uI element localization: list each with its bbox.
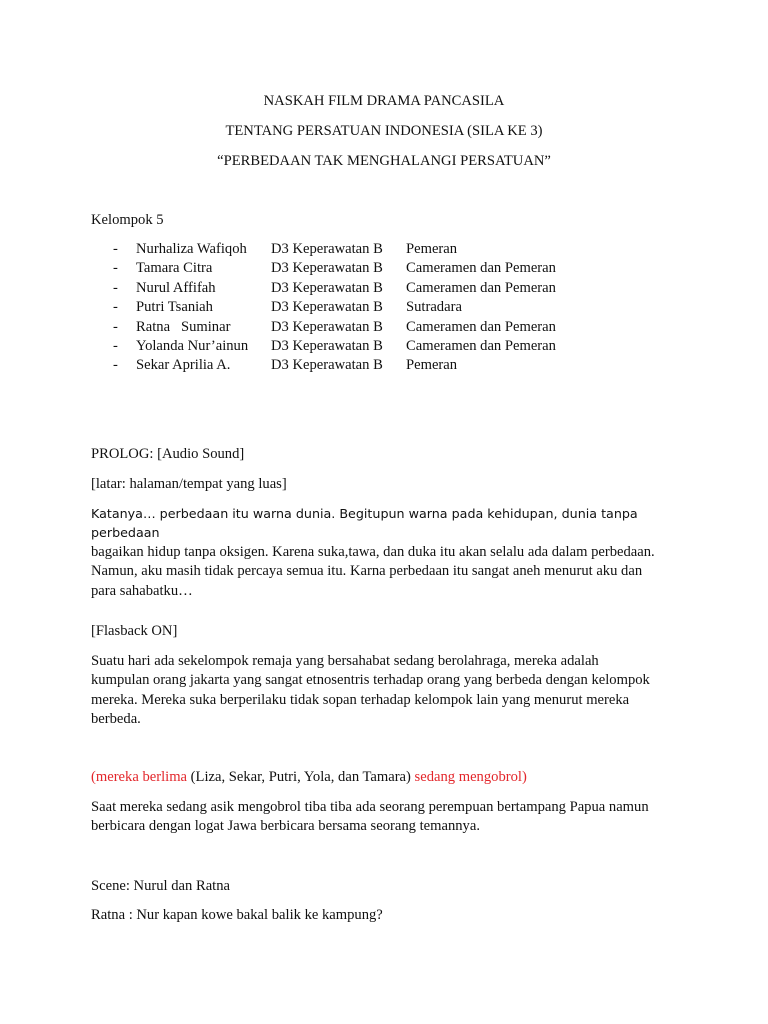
list-bullet: - — [113, 241, 118, 257]
group-label: Kelompok 5 — [91, 212, 164, 228]
member-name: Sekar Aprilia A. — [136, 357, 231, 374]
member-list — [0, 240, 768, 376]
stage-direction-red-start: (mereka berlima — [91, 769, 188, 785]
scene-desc-line: berbicara dengan logat Jawa berbicara bersama seorang temannya. — [91, 818, 480, 835]
member-role: Cameramen dan Pemeran — [406, 318, 556, 335]
member-name: Tamara Citra — [136, 260, 213, 277]
list-bullet: - — [113, 337, 118, 354]
prolog-line: bagaikan hidup tanpa oksigen. Karena suka,tawa, dan duka itu akan selalu ada dalam perbedaan. — [91, 543, 655, 560]
member-class: D3 Keperawatan B — [271, 299, 383, 316]
list-bullet: - — [113, 318, 118, 335]
narration-line: mereka. Mereka suka berperilaku tidak sopan terhadap kelompok lain yang menurut mereka — [91, 691, 630, 708]
narration-line: berbeda. — [91, 711, 141, 728]
narration-line: Suatu hari ada sekelompok remaja yang bersahabat sedang berolahraga, mereka adalah — [91, 653, 599, 669]
scene-desc-line: Saat mereka sedang asik mengobrol tiba tiba ada seorang perempuan bertampang Papua namun — [91, 799, 649, 815]
member-name: Ratna Suminar — [136, 318, 231, 335]
list-bullet: - — [113, 260, 118, 277]
list-bullet: - — [113, 279, 118, 296]
member-role: Pemeran — [406, 357, 458, 374]
narration-paragraph — [91, 652, 691, 730]
member-row — [0, 240, 768, 259]
setting-note: [latar: halaman/tempat yang luas] — [91, 476, 287, 492]
member-role: Pemeran — [406, 241, 458, 257]
list-bullet: - — [113, 357, 118, 374]
prolog-heading: PROLOG: [Audio Sound] — [91, 446, 245, 462]
stage-direction-names: (Liza, Sekar, Putri, Yola, dan Tamara) — [187, 769, 415, 785]
member-class: D3 Keperawatan B — [271, 260, 383, 277]
title-line-3: “PERBEDAAN TAK MENGHALANGI PERSATUAN” — [217, 153, 551, 169]
member-class: D3 Keperawatan B — [271, 357, 383, 374]
member-row — [0, 337, 768, 356]
member-row — [0, 318, 768, 337]
member-name: Nurul Affifah — [136, 279, 216, 296]
dialogue-line: Ratna : Nur kapan kowe bakal balik ke kampung? — [91, 907, 383, 923]
member-name: Yolanda Nur’ainun — [136, 337, 249, 354]
stage-direction — [91, 768, 691, 787]
member-class: D3 Keperawatan B — [271, 279, 383, 296]
list-bullet: - — [113, 299, 118, 316]
member-class: D3 Keperawatan B — [271, 337, 383, 354]
member-row — [0, 298, 768, 317]
member-row — [0, 279, 768, 298]
narration-line: kumpulan orang jakarta yang sangat etnosentris terhadap orang yang berbeda dengan kelompok — [91, 672, 650, 689]
member-row — [0, 259, 768, 278]
scene-heading: Scene: Nurul dan Ratna — [91, 878, 231, 894]
prolog-line: Namun, aku masih tidak percaya semua itu. Karna perbedaan itu sangat aneh menurut aku dan — [91, 563, 643, 580]
member-role: Cameramen dan Pemeran — [406, 279, 556, 296]
member-name: Putri Tsaniah — [136, 299, 213, 316]
scene-description — [91, 798, 691, 837]
stage-direction-red-end: sedang mengobrol) — [414, 769, 527, 785]
member-name: Nurhaliza Wafiqoh — [136, 241, 247, 257]
member-row — [0, 356, 768, 375]
member-class: D3 Keperawatan B — [271, 241, 383, 257]
flashback-marker: [Flasback ON] — [91, 623, 178, 639]
member-class: D3 Keperawatan B — [271, 318, 383, 335]
title-line-2: TENTANG PERSATUAN INDONESIA (SILA KE 3) — [225, 123, 543, 139]
member-role: Cameramen dan Pemeran — [406, 260, 556, 277]
prolog-paragraph — [91, 504, 691, 601]
title-line-1: NASKAH FILM DRAMA PANCASILA — [263, 93, 505, 109]
prolog-line: para sahabatku… — [91, 582, 193, 599]
member-role: Cameramen dan Pemeran — [406, 337, 556, 354]
member-role: Sutradara — [406, 299, 462, 316]
prolog-line: Katanya… perbedaan itu warna dunia. Begitupun warna pada kehidupan, dunia tanpa perbedaan — [91, 506, 638, 541]
